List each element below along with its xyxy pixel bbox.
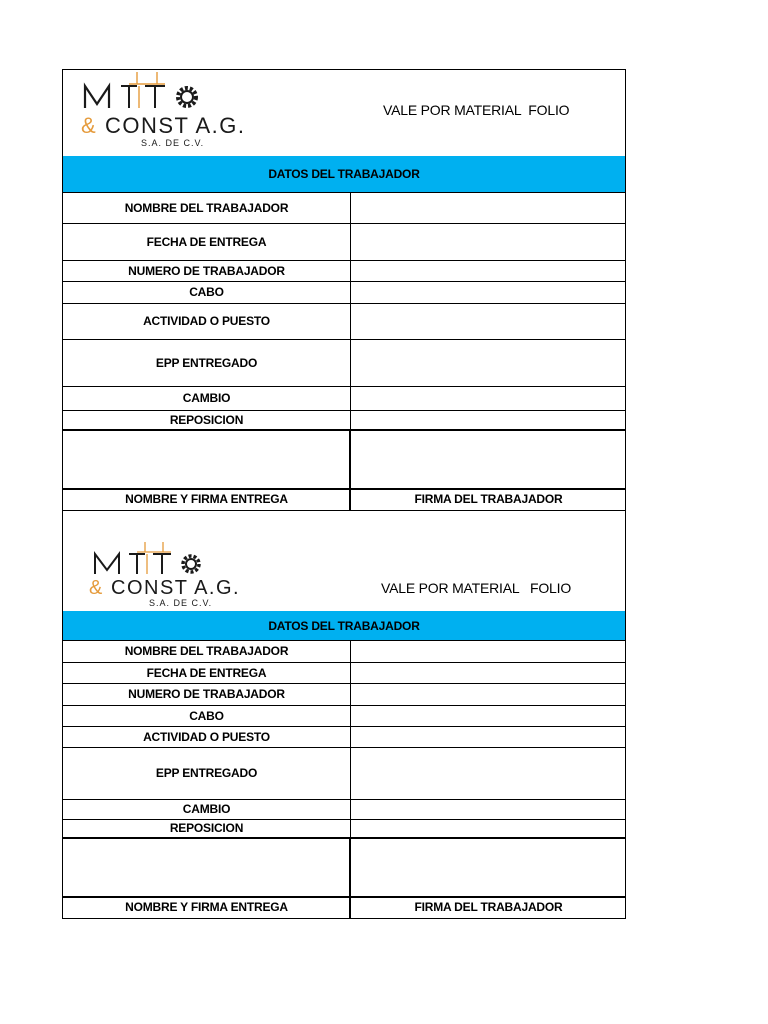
voucher-title: VALE POR MATERIAL FOLIO (381, 580, 572, 596)
field-reposicion: REPOSICION (169, 412, 244, 427)
field-cambio: CAMBIO (182, 802, 231, 816)
field-actividad-puesto: ACTIVIDAD O PUESTO (143, 314, 270, 328)
company-logo (87, 538, 307, 608)
field-fecha-entrega: FECHA DE ENTREGA (146, 234, 267, 249)
ampersand-mark: & (81, 113, 96, 138)
company-logo (77, 70, 297, 150)
signature-entrega-label: NOMBRE Y FIRMA ENTREGA (125, 900, 288, 914)
column-divider (350, 640, 351, 837)
logo-suffix: S.A. DE C.V. (141, 138, 205, 148)
logo-company: CONST A.G. (111, 577, 241, 599)
signature-trabajador-label: FIRMA DEL TRABAJADOR (414, 492, 563, 506)
field-cabo: CABO (189, 708, 224, 723)
field-epp-entregado: EPP ENTREGADO (155, 766, 258, 780)
field-numero-trabajador: NUMERO DE TRABAJADOR (128, 687, 285, 701)
logo-company: CONST A.G. (105, 113, 246, 138)
field-epp-entregado: EPP ENTREGADO (155, 355, 258, 370)
row-divider (63, 837, 625, 839)
voucher-title: VALE POR MATERIAL FOLIO (383, 102, 570, 118)
field-reposicion: REPOSICION (169, 821, 244, 835)
signature-trabajador-label: FIRMA DEL TRABAJADOR (414, 900, 563, 914)
section-header: DATOS DEL TRABAJADOR (63, 611, 625, 640)
field-cambio: CAMBIO (182, 391, 231, 405)
field-cabo: CABO (189, 285, 224, 299)
section-header: DATOS DEL TRABAJADOR (63, 156, 625, 192)
ampersand-mark: & (89, 577, 103, 599)
field-nombre-trabajador: NOMBRE DEL TRABAJADOR (124, 200, 289, 215)
field-actividad-puesto: ACTIVIDAD O PUESTO (143, 729, 270, 744)
field-numero-trabajador: NUMERO DE TRABAJADOR (128, 263, 285, 278)
section-divider (63, 510, 625, 511)
signature-entrega-label: NOMBRE Y FIRMA ENTREGA (125, 492, 288, 506)
logo-suffix: S.A. DE C.V. (149, 598, 213, 608)
vale-form (62, 69, 626, 919)
logo-wordmark (95, 542, 199, 574)
logo-wordmark (85, 72, 196, 108)
column-divider (350, 192, 351, 429)
field-nombre-trabajador: NOMBRE DEL TRABAJADOR (124, 644, 289, 658)
field-fecha-entrega: FECHA DE ENTREGA (146, 665, 267, 680)
row-divider (63, 429, 625, 431)
